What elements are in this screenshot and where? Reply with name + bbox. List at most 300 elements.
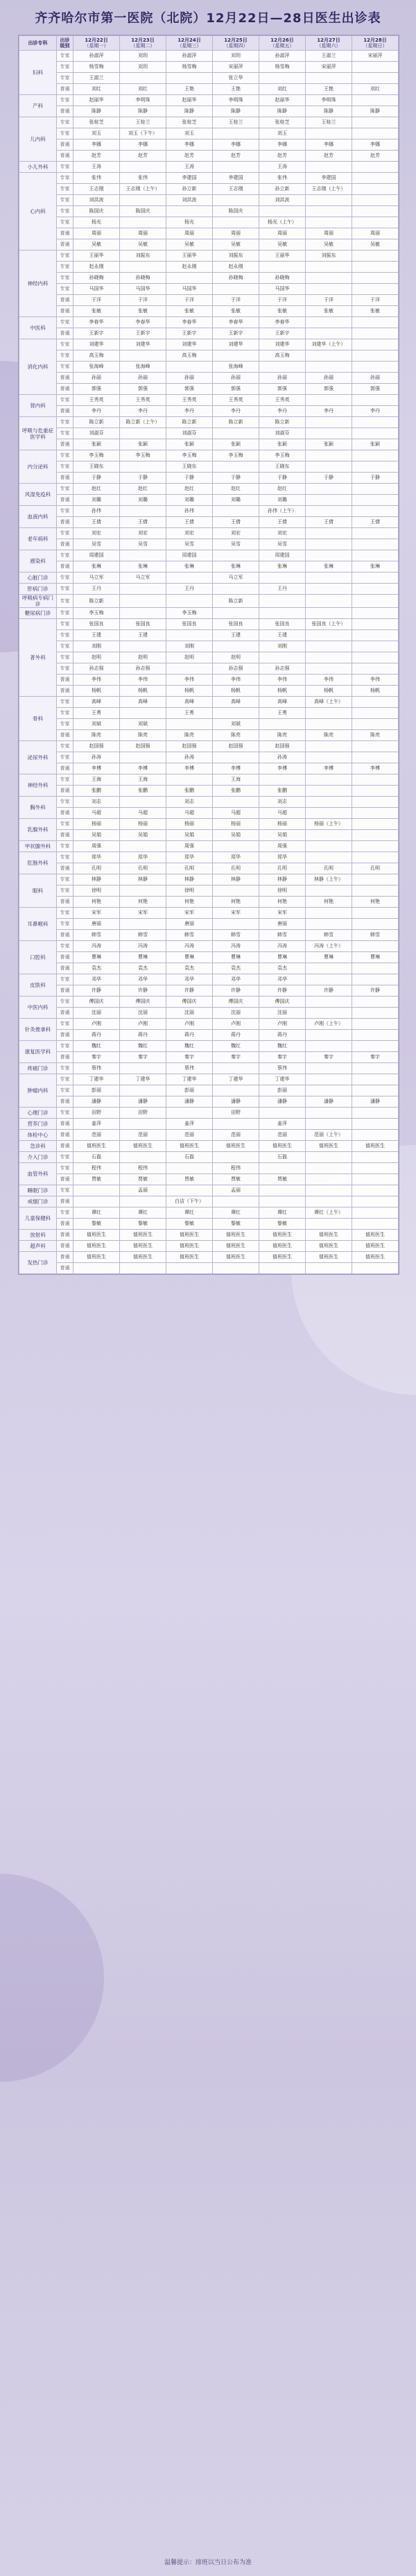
doctor-cell [120,461,166,473]
header-weekday: （星期二） [130,43,155,49]
doctor-cell [352,997,399,1008]
doctor-cell: 王桂兰 [306,117,352,128]
doctor-cell [352,550,399,561]
doctor-cell: 韩雪 [213,930,259,941]
doctor-cell: 刘玥 [120,62,166,73]
doctor-cell [352,173,399,184]
doctor-cell: 于静 [213,473,259,484]
doctor-cell [306,428,352,439]
doctor-level: 普通 [57,84,73,95]
doctor-cell [213,752,259,763]
schedule-row [19,128,399,139]
doctor-cell: 李明珠 [213,95,259,106]
doctor-cell: 沈丽 [73,1008,120,1019]
schedule-row [19,506,399,517]
dept-name: 呼吸与危重症医学科 [19,417,57,450]
doctor-cell: 袁杰 [120,963,166,974]
doctor-cell: 陈立新 [259,417,306,428]
doctor-cell [120,919,166,930]
doctor-level: 专家 [57,584,73,595]
schedule-row [19,139,399,151]
doctor-cell: 李丹 [120,406,166,417]
doctor-cell: 李玉梅 [166,608,213,619]
doctor-cell: 许静 [213,985,259,997]
doctor-cell [259,652,306,663]
doctor-level: 普通 [57,384,73,395]
doctor-cell: 王丽华 [259,251,306,262]
doctor-cell: 值班医生 [73,1241,120,1252]
doctor-cell: 赵丽华 [259,95,306,106]
doctor-cell: 于洋 [120,295,166,306]
schedule-row [19,774,399,786]
doctor-cell: 于静 [73,473,120,484]
doctor-cell: 姜萍 [166,1119,213,1130]
schedule-row [19,228,399,239]
doctor-cell: 冯涛 [73,941,120,952]
doctor-cell: 李伟 [120,675,166,686]
doctor-cell: 值班医生 [259,1241,306,1252]
doctor-cell: 值班医生 [352,1230,399,1241]
doctor-cell [213,608,259,619]
doctor-cell: 刘振东 [213,251,259,262]
doctor-cell: 孟丽 [213,1185,259,1196]
doctor-cell [120,1152,166,1163]
doctor-cell [352,195,399,206]
schedule-row [19,173,399,184]
doctor-cell [352,1219,399,1230]
doctor-cell [306,262,352,273]
doctor-cell [352,641,399,652]
doctor-cell: 秦宇 [73,1052,120,1063]
doctor-cell [120,195,166,206]
doctor-cell: 刘宏 [213,528,259,539]
doctor-cell [352,941,399,952]
doctor-cell [306,484,352,495]
doctor-cell: 刘志 [166,797,213,808]
doctor-cell: 陈静 [352,106,399,117]
doctor-cell [352,663,399,675]
doctor-cell: 陈国庆 [73,206,120,217]
doctor-level: 专家 [57,941,73,952]
doctor-cell: 孙淑萍 [259,51,306,62]
doctor-cell: 张敏 [213,306,259,317]
doctor-cell: 马国华 [259,284,306,295]
doctor-cell [306,1063,352,1074]
doctor-cell: 王丹 [73,584,120,595]
schedule-row [19,1130,399,1141]
doctor-cell: 马超 [213,808,259,819]
doctor-cell: 范丽 [73,1130,120,1141]
doctor-cell: 王新宇 [166,328,213,339]
doctor-cell: 赵芳 [259,151,306,162]
doctor-cell [306,1074,352,1085]
header-day [259,36,306,51]
doctor-cell [73,1185,120,1196]
doctor-cell: 王新宇 [259,328,306,339]
doctor-cell: 王丽华 [166,251,213,262]
doctor-cell: 赵芳 [213,151,259,162]
doctor-cell [213,1063,259,1074]
doctor-level: 专家 [57,395,73,406]
doctor-cell: 周丽 [166,228,213,239]
doctor-cell: 王海 [73,774,120,786]
doctor-cell [213,217,259,228]
schedule-row [19,830,399,841]
doctor-cell: 杨帆 [259,686,306,697]
doctor-cell: 李伟 [166,675,213,686]
doctor-cell: 于洋 [259,295,306,306]
dept-name: 耳鼻喉科 [19,908,57,941]
schedule-row [19,362,399,373]
doctor-cell: 吴雪 [73,539,120,550]
schedule-row [19,117,399,128]
doctor-cell: 何艳 [259,897,306,908]
header-date: 12月26日 [270,37,294,43]
doctor-cell: 冯涛（上午） [306,941,352,952]
doctor-cell [352,417,399,428]
doctor-cell [352,1041,399,1052]
doctor-cell: 潘静 [259,1096,306,1108]
doctor-cell: 赵芳 [306,151,352,162]
header-date: 12月25日 [224,37,248,43]
doctor-level: 专家 [57,428,73,439]
doctor-level: 普通 [57,1252,73,1263]
doctor-cell [259,1108,306,1119]
doctor-cell: 宋军 [259,908,306,919]
doctor-cell: 孔明 [120,863,166,874]
doctor-cell [352,117,399,128]
doctor-cell: 杨帆 [73,686,120,697]
dept-name: 介入门诊 [19,1152,57,1163]
doctor-cell: 张鹏 [73,786,120,797]
doctor-cell: 陈亮 [259,730,306,741]
dept-name: 心脏门诊 [19,573,57,584]
doctor-cell: 徐明 [166,886,213,897]
doctor-cell: 张桂芝 [259,117,306,128]
doctor-cell: 孙淑萍 [166,51,213,62]
doctor-cell: 张颖 [352,439,399,450]
doctor-cell [213,708,259,719]
doctor-cell: 周丽 [306,228,352,239]
doctor-cell: 值班医生 [213,1230,259,1241]
schedule-row [19,675,399,686]
doctor-level: 专家 [57,51,73,62]
doctor-cell [166,595,213,608]
doctor-cell [352,95,399,106]
doctor-cell: 魏红 [120,1041,166,1052]
doctor-cell: 王秀英 [213,395,259,406]
dept-name: 眼科 [19,874,57,908]
doctor-cell: 刘玉 [166,128,213,139]
doctor-cell [352,428,399,439]
doctor-level: 普通 [57,539,73,550]
doctor-cell: 傅国庆 [259,997,306,1008]
doctor-cell: 于洋 [213,295,259,306]
doctor-cell [306,786,352,797]
doctor-cell: 刘刚 [259,641,306,652]
doctor-cell: 王淑兰 [73,73,120,84]
doctor-cell: 赵国强 [73,741,120,752]
header-weekday: （星期日） [363,43,388,49]
schedule-row [19,206,399,217]
doctor-cell: 石磊 [166,1152,213,1163]
header-date: 12月22日 [85,37,108,43]
doctor-cell [352,317,399,328]
doctor-level: 普通 [57,763,73,774]
doctor-level: 专家 [57,619,73,630]
doctor-cell: 袁杰 [259,963,306,974]
doctor-cell [352,1074,399,1085]
doctor-cell: 黎敏 [259,1219,306,1230]
doctor-cell: 王艳 [213,84,259,95]
doctor-cell: 林静 [259,874,306,886]
dept-name: 口腔科 [19,941,57,974]
doctor-cell: 赵红 [73,484,120,495]
doctor-level: 专家 [57,350,73,362]
doctor-cell: 周丽 [73,228,120,239]
doctor-cell: 杨雪梅 [259,62,306,73]
doctor-cell [306,919,352,930]
schedule-row [19,550,399,561]
doctor-cell: 值班医生 [213,1141,259,1152]
footer-note: 温馨提示：排班以当日公布为准 [164,2559,252,2566]
doctor-cell: 贾敏 [259,1174,306,1185]
doctor-cell: 杨帆 [352,686,399,697]
doctor-cell [213,841,259,852]
doctor-cell: 吴敏 [259,239,306,251]
doctor-level: 专家 [57,630,73,641]
doctor-cell: 蔡伟 [73,1063,120,1074]
dept-name: 体检中心 [19,1130,57,1141]
doctor-level: 普通 [57,328,73,339]
doctor-cell [352,786,399,797]
doctor-cell: 谭红 [120,1208,166,1219]
doctor-cell: 徐明 [73,886,120,897]
doctor-cell: 值班医生 [259,1252,306,1263]
schedule-row [19,62,399,73]
doctor-cell: 赵芳 [352,151,399,162]
schedule-row [19,741,399,752]
doctor-cell: 刘璐 [259,495,306,506]
doctor-cell: 王新宇 [120,328,166,339]
doctor-cell: 郭强 [73,384,120,395]
doctor-level: 专家 [57,317,73,328]
dept-name: 营养门诊 [19,1119,57,1130]
doctor-cell: 马立军 [120,573,166,584]
doctor-level: 专家 [57,550,73,561]
dept-name: 产科 [19,95,57,117]
schedule-row [19,974,399,985]
schedule-row [19,997,399,1008]
doctor-level: 普通 [57,495,73,506]
doctor-cell: 王倩 [213,517,259,528]
doctor-cell [120,73,166,84]
doctor-cell: 石磊 [73,1152,120,1163]
doctor-cell: 于洋 [306,295,352,306]
schedule-row [19,384,399,395]
doctor-level: 普通 [57,963,73,974]
doctor-cell: 高峰 [166,697,213,708]
doctor-cell: 张伟 [120,173,166,184]
dept-name: 老年病科 [19,528,57,550]
schedule-row [19,1263,399,1274]
doctor-level: 专家 [57,339,73,350]
doctor-cell: 陈亮 [213,730,259,741]
doctor-level: 专家 [57,997,73,1008]
doctor-cell [120,797,166,808]
doctor-cell: 张琳 [73,561,120,573]
doctor-cell: 邓华 [120,974,166,985]
doctor-cell: 刘刚 [166,641,213,652]
doctor-cell [352,528,399,539]
doctor-level: 普通 [57,1230,73,1241]
doctor-cell: 于静 [352,473,399,484]
doctor-cell [352,595,399,608]
doctor-level: 普通 [57,561,73,573]
doctor-cell: 邓华 [73,974,120,985]
doctor-cell: 郑华 [166,852,213,863]
doctor-cell [73,1263,120,1274]
doctor-cell [120,641,166,652]
doctor-level: 专家 [57,719,73,730]
schedule-row [19,641,399,652]
doctor-cell [259,1185,306,1196]
doctor-cell [352,719,399,730]
doctor-level: 专家 [57,1019,73,1030]
dept-name: 肛肠外科 [19,852,57,874]
header-weekday: （星期一） [84,43,109,49]
doctor-cell: 范丽 [120,1130,166,1141]
dept-name: 泌尿外科 [19,741,57,774]
doctor-cell [306,830,352,841]
dept-name: 肝病门诊 [19,584,57,595]
doctor-cell [306,395,352,406]
doctor-cell: 何艳 [352,897,399,908]
doctor-cell: 邓华 [213,974,259,985]
doctor-level: 普通 [57,1174,73,1185]
doctor-cell [352,1030,399,1041]
doctor-cell [352,484,399,495]
doctor-cell: 张颖 [73,439,120,450]
doctor-level: 专家 [57,528,73,539]
doctor-level: 普通 [57,1141,73,1152]
doctor-cell: 杨丽 [259,819,306,830]
doctor-level: 专家 [57,450,73,461]
doctor-level: 专家 [57,1063,73,1074]
schedule-row [19,1219,399,1230]
doctor-cell [259,1196,306,1208]
doctor-cell: 杨帆 [213,686,259,697]
doctor-cell: 冯涛 [120,941,166,952]
doctor-level: 专家 [57,95,73,106]
doctor-cell: 王桂兰 [213,117,259,128]
doctor-cell: 吴娟 [166,830,213,841]
doctor-cell: 黎敏 [120,1219,166,1230]
doctor-cell: 于洋 [166,295,213,306]
doctor-cell: 李丹 [306,406,352,417]
doctor-cell: 曹琳 [213,952,259,963]
doctor-cell: 蒋丹 [73,1030,120,1041]
doctor-level: 专家 [57,595,73,608]
doctor-cell [166,573,213,584]
dept-name: 小儿外科 [19,162,57,173]
doctor-cell: 曹琳 [120,952,166,963]
schedule-row [19,406,399,417]
doctor-cell [352,708,399,719]
doctor-cell: 刘建华 [120,339,166,350]
doctor-cell: 值班医生 [120,1241,166,1252]
doctor-cell: 程伟 [213,1163,259,1174]
doctor-cell [352,162,399,173]
doctor-cell: 魏红 [166,1041,213,1052]
doctor-cell: 卢刚 [259,1019,306,1030]
doctor-cell: 袁杰 [73,963,120,974]
doctor-cell [306,741,352,752]
doctor-cell: 魏红 [259,1041,306,1052]
doctor-cell: 孙伟 [166,506,213,517]
doctor-cell: 黎敏 [166,1219,213,1230]
doctor-cell: 郑华 [73,852,120,863]
doctor-cell: 李丹 [352,406,399,417]
doctor-cell: 刘淑芬 [166,428,213,439]
doctor-cell: 李伟 [213,675,259,686]
doctor-level: 专家 [57,1163,73,1174]
doctor-cell: 蒋丹 [120,1030,166,1041]
doctor-cell: 刘宏 [120,528,166,539]
doctor-cell: 赵永刚 [73,262,120,273]
schedule-row [19,952,399,963]
doctor-cell [120,217,166,228]
doctor-cell: 谭红 [259,1208,306,1219]
doctor-level: 普通 [57,863,73,874]
doctor-level: 普通 [57,897,73,908]
doctor-level: 专家 [57,1041,73,1052]
doctor-cell [120,262,166,273]
doctor-cell [352,584,399,595]
doctor-cell: 赵芳 [120,151,166,162]
doctor-cell [213,1196,259,1208]
doctor-cell [306,908,352,919]
doctor-cell: 周强 [259,841,306,852]
doctor-cell: 傅国庆 [120,997,166,1008]
schedule-row [19,619,399,630]
doctor-cell [213,428,259,439]
doctor-cell: 石磊 [259,1152,306,1163]
doctor-cell [213,919,259,930]
schedule-row [19,439,399,450]
dept-name: 肿瘤内科 [19,1074,57,1108]
doctor-cell: 蔡伟 [166,1063,213,1074]
header-weekday: （星期四） [223,43,248,49]
schedule-row [19,195,399,206]
doctor-cell [306,841,352,852]
schedule-row [19,630,399,641]
doctor-cell: 蒋丹 [166,1030,213,1041]
doctor-cell: 许静 [306,985,352,997]
dept-name: 内分泌科 [19,450,57,484]
doctor-cell [306,595,352,608]
doctor-cell: 张立华 [213,73,259,84]
doctor-cell: 赵红 [166,484,213,495]
doctor-cell: 吴娟 [73,830,120,841]
doctor-cell: 韩雪 [120,930,166,941]
doctor-cell: 杨光 [166,217,213,228]
doctor-cell [352,1185,399,1196]
doctor-cell: 王丹 [259,584,306,595]
doctor-cell: 李玉梅 [259,450,306,461]
doctor-cell: 丁建华 [166,1074,213,1085]
doctor-cell: 贾敏 [73,1174,120,1185]
